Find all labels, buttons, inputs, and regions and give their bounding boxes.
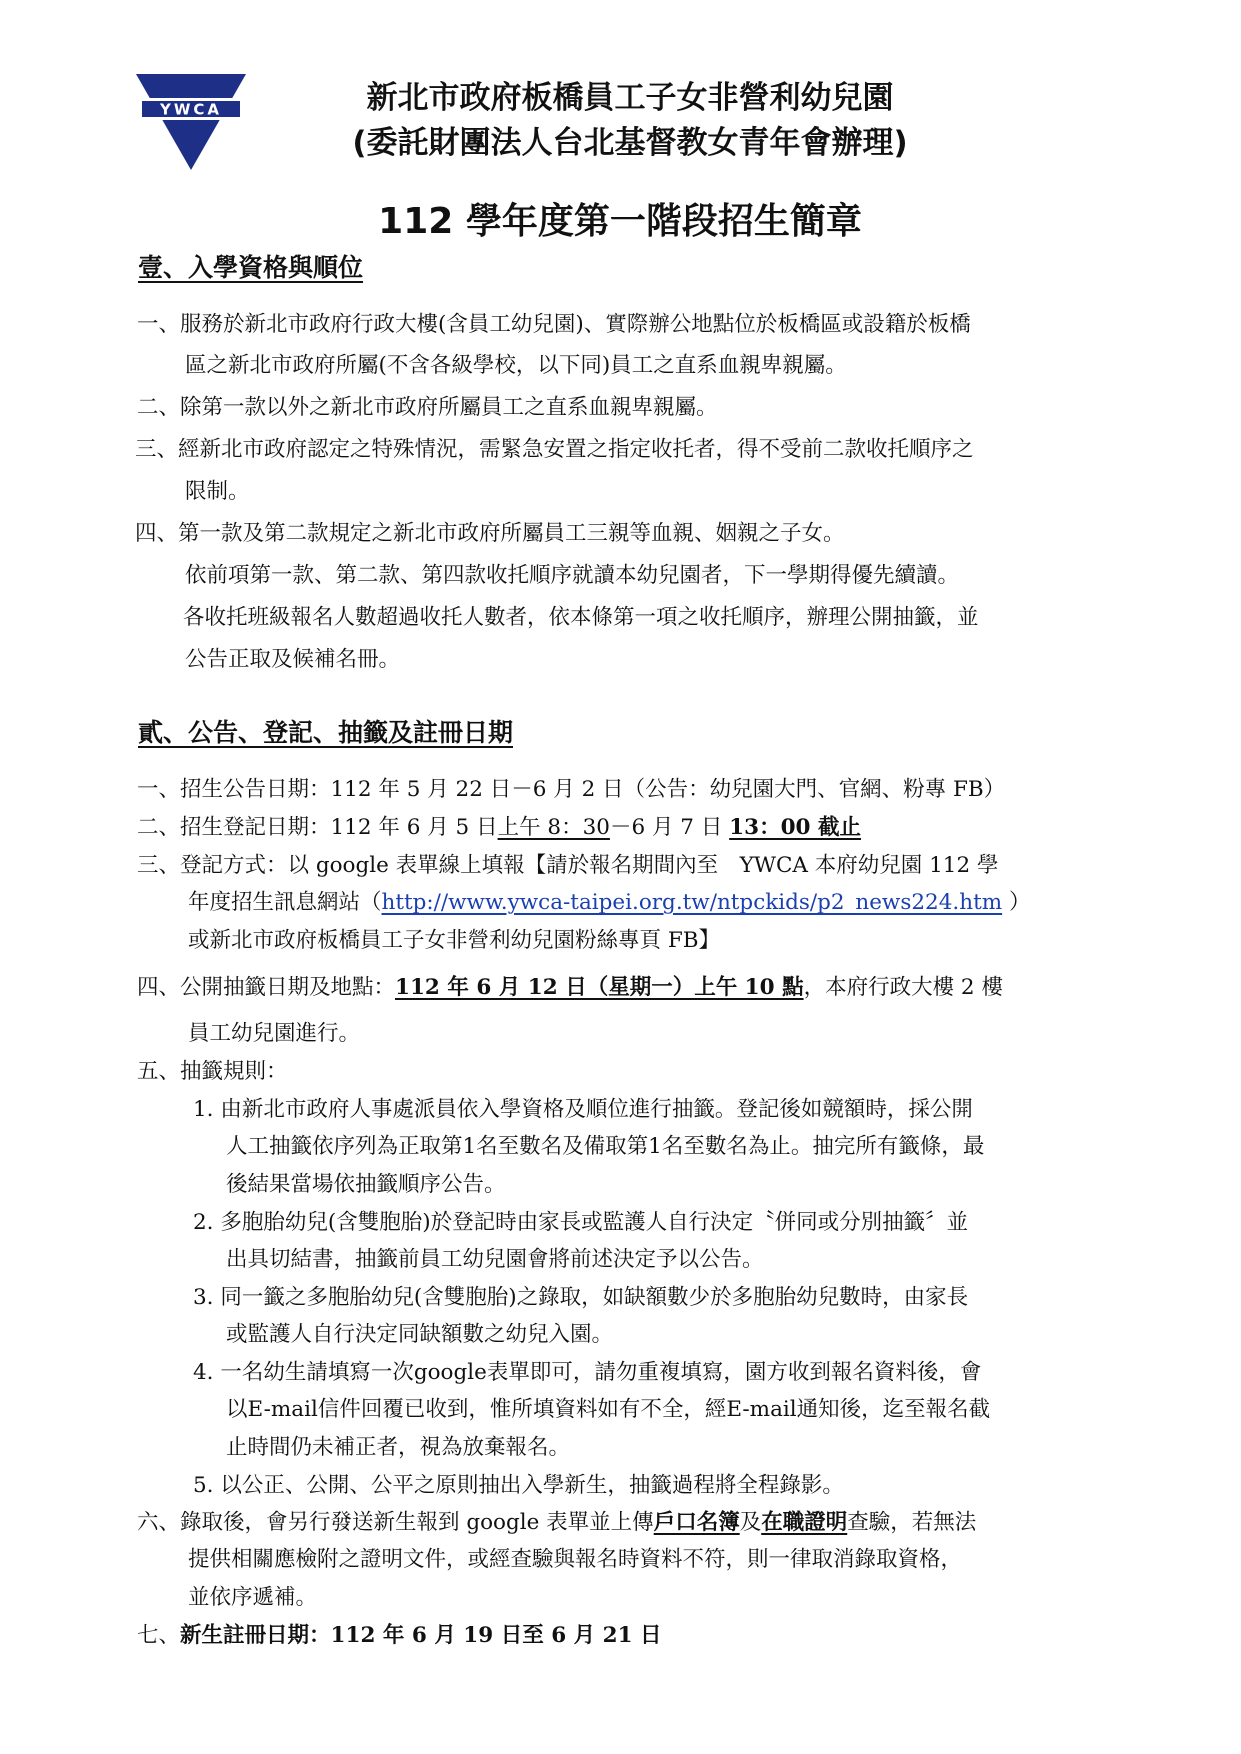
rule-line: 人工抽籤依序列為正取第1名至數名及備取第1名至數名為止。抽完所有籤條，最	[226, 1134, 985, 1159]
s1-line: 限制。	[185, 479, 250, 504]
s1-line: 公告正取及候補名冊。	[185, 647, 401, 672]
s1-line: 區之新北市政府所屬(不含各級學校，以下同)員工之直系血親卑親屬。	[185, 353, 847, 378]
s1-line: 二、除第一款以外之新北市政府所屬員工之直系血親卑親屬。	[137, 395, 718, 420]
rule-line: 3. 同一籤之多胞胎幼兒(含雙胞胎)之錄取，如缺額數少於多胞胎幼兒數時，由家長	[193, 1285, 969, 1310]
registration-label: 新生註冊日期：	[180, 1623, 331, 1648]
rule-line: 出具切結書，抽籤前員工幼兒園會將前述決定予以公告。	[226, 1247, 764, 1272]
lottery-date-line	[137, 977, 1003, 999]
s1-line: 四、第一款及第二款規定之新北市政府所屬員工三親等血親、姻親之子女。	[135, 521, 845, 546]
register-date-mid: －6 月 7 日	[609, 815, 730, 840]
admission-and: 及	[739, 1510, 762, 1535]
s1-line: 一、服務於新北市政府行政大樓(含員工幼兒園)、實際辦公地點位於板橋區或設籍於板橋	[137, 312, 971, 337]
register-method-line: 三、登記方式：以 google 表單線上填報【請於報名期間內至 YWCA 本府幼兒園 112 學	[137, 853, 999, 878]
document-title: 112 學年度第一階段招生簡章	[378, 201, 862, 242]
register-fb-line: 或新北市政府板橋員工子女非營利幼兒園粉絲專頁 FB】	[188, 928, 721, 953]
employment-proof: 在職證明	[761, 1510, 848, 1535]
rule-line: 2. 多胞胎幼兒(含雙胞胎)於登記時由家長或監護人自行決定〝併同或分別抽籤〞並	[193, 1210, 969, 1235]
rule-line: 5. 以公正、公開、公平之原則抽出入學新生，抽籤過程將全程錄影。	[193, 1473, 844, 1498]
registration-date: 112 年 6 月 19 日至 6 月 21 日	[330, 1623, 662, 1648]
register-website-line	[188, 892, 1030, 914]
lottery-location-line: 員工幼兒園進行。	[188, 1021, 361, 1046]
website-prefix: 年度招生訊息網站（	[188, 890, 382, 915]
org-name: 新北市政府板橋員工子女非營利幼兒園	[366, 80, 894, 116]
rule-line: 4. 一名幼生請填寫一次google表單即可，請勿重複填寫，園方收到報名資料後，會	[193, 1360, 982, 1385]
section1-heading: 壹、入學資格與順位	[138, 253, 364, 282]
lottery-rules-heading: 五、抽籤規則：	[137, 1059, 288, 1084]
rule-line: 1. 由新北市政府人事處派員依入學資格及順位進行抽籤。登記後如競額時，採公開	[193, 1097, 973, 1122]
section2-heading: 貳、公告、登記、抽籤及註冊日期	[138, 718, 514, 747]
rule-line: 以E-mail信件回覆已收到，惟所填資料如有不全，經E-mail通知後，迄至報名截	[226, 1397, 991, 1422]
register-date-line	[137, 817, 861, 839]
rule-line: 止時間仍未補正者，視為放棄報名。	[226, 1435, 571, 1460]
s1-line: 各收托班級報名人數超過收托人數者，依本條第一項之收托順序，辦理公開抽籤，並	[183, 605, 979, 630]
logo-text: YWCA	[159, 100, 223, 119]
register-date-prefix: 二、招生登記日期：112 年 6 月 5 日	[137, 815, 498, 840]
registration-prefix: 七、	[137, 1623, 181, 1648]
registration-date-line	[137, 1625, 662, 1647]
lottery-date-prefix: 四、公開抽籤日期及地點：	[137, 975, 396, 1000]
ywca-logo	[136, 74, 246, 170]
register-end-time: 13：00 截止	[729, 815, 861, 840]
admission-line	[137, 1512, 976, 1534]
s1-line: 三、經新北市政府認定之特殊情況，需緊急安置之指定收托者，得不受前二款收托順序之	[135, 437, 974, 462]
website-suffix: ）	[1002, 890, 1031, 915]
org-subtitle: (委託財團法人台北基督教女青年會辦理)	[352, 125, 908, 161]
lottery-location: ，本府行政大樓 2 樓	[803, 975, 1003, 1000]
admission-prefix: 六、錄取後，會另行發送新生報到 google 表單並上傳	[137, 1510, 654, 1535]
admission-suffix: 查驗，若無法	[847, 1510, 977, 1535]
household-register: 戶口名簿	[653, 1510, 740, 1535]
admission-line-2: 提供相關應檢附之證明文件，或經查驗與報名時資料不符，則一律取消錄取資格，	[188, 1547, 963, 1572]
admission-line-3: 並依序遞補。	[188, 1585, 318, 1610]
website-link[interactable]: http://www.ywca-taipei.org.tw/ntpckids/p2_news224.htm	[381, 890, 1003, 915]
announce-date-line: 一、招生公告日期：112 年 5 月 22 日－6 月 2 日（公告：幼兒園大門、官網、粉專 FB）	[137, 777, 1006, 802]
rule-line: 或監護人自行決定同缺額數之幼兒入園。	[226, 1322, 614, 1347]
register-start-time: 上午 8：30	[497, 815, 610, 840]
rule-line: 後結果當場依抽籤順序公告。	[226, 1172, 506, 1197]
s1-line: 依前項第一款、第二款、第四款收托順序就讀本幼兒園者，下一學期得優先續讀。	[185, 563, 960, 588]
lottery-date: 112 年 6 月 12 日（星期一）上午 10 點	[395, 975, 804, 1000]
